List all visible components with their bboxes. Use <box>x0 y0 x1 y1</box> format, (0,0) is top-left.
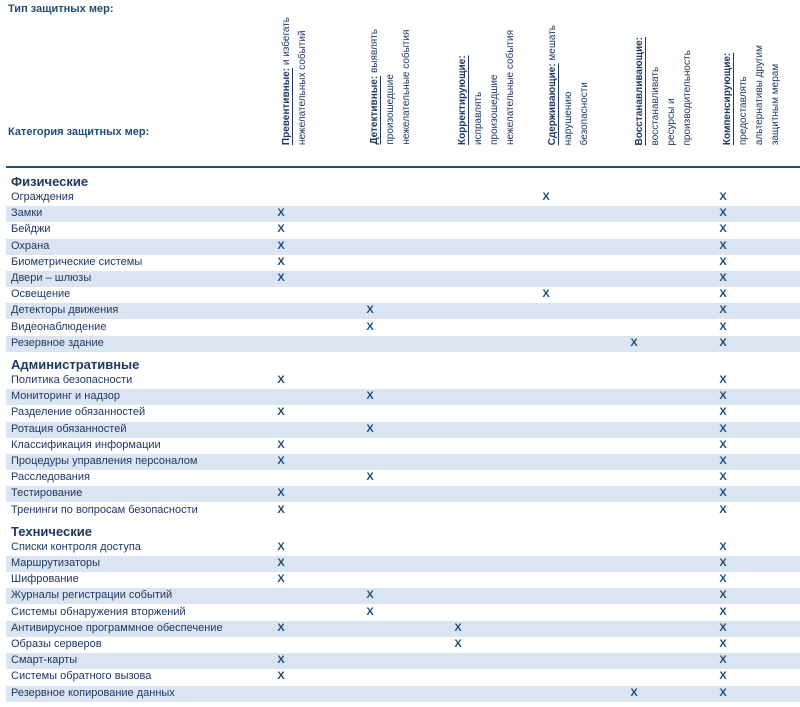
mark-compensating: X <box>719 455 727 467</box>
mark-compensating: X <box>719 573 727 586</box>
mark-deterrent: X <box>542 288 550 301</box>
mark-preventive: X <box>277 272 285 284</box>
row-label: Классификация информации <box>11 438 161 451</box>
column-header-line: безопасности <box>579 81 590 145</box>
mark-preventive: X <box>277 557 285 569</box>
column-header-line: нежелательные события <box>505 29 516 145</box>
mark-compensating: X <box>719 487 727 500</box>
mark-deterrent: X <box>542 191 550 203</box>
column-header-line: восстанавливать <box>650 66 661 145</box>
section-header <box>6 355 800 373</box>
mark-compensating: X <box>719 471 727 484</box>
row-label: Образы серверов <box>11 638 102 650</box>
table-row <box>6 255 800 271</box>
table-row <box>6 271 800 287</box>
row-label: Тренинги по вопросам безопасности <box>11 503 198 516</box>
mark-preventive: X <box>277 239 285 252</box>
row-label: Двери – шлюзы <box>11 272 92 284</box>
mark-compensating: X <box>719 223 727 236</box>
table-row <box>6 637 800 653</box>
table-row <box>6 373 800 389</box>
table-row <box>6 572 800 588</box>
mark-preventive: X <box>277 406 285 419</box>
column-header-line: нежелательные события <box>401 29 412 145</box>
mark-compensating: X <box>719 207 727 220</box>
column-header-line: ресурсы и <box>666 97 677 145</box>
row-label: Освещение <box>11 288 71 301</box>
row-label: Мониторинг и надзор <box>11 390 121 403</box>
mark-preventive: X <box>277 670 285 683</box>
column-header-line: исправлять <box>473 91 484 145</box>
mark-compensating: X <box>719 320 727 333</box>
section-header <box>6 522 800 540</box>
table-row <box>6 222 800 238</box>
column-header-line: Компенсирующие: <box>722 52 733 145</box>
mark-compensating: X <box>719 422 727 435</box>
header-divider <box>6 166 800 168</box>
row-label: Антивирусное программное обеспечение <box>11 621 223 634</box>
table-row <box>6 320 800 336</box>
column-header-line: нежелательных событий <box>297 30 308 145</box>
row-label: Тестирование <box>11 487 83 500</box>
row-label: Видеонаблюдение <box>11 320 107 333</box>
section-header <box>6 172 800 190</box>
mark-compensating: X <box>719 621 727 634</box>
mark-compensating: X <box>719 304 727 317</box>
mark-compensating: X <box>719 540 727 553</box>
table-row <box>6 190 800 206</box>
mark-preventive: X <box>277 503 285 516</box>
mark-compensating: X <box>719 272 727 284</box>
section-title: Технические <box>11 523 92 539</box>
table-row <box>6 588 800 604</box>
row-label: Списки контроля доступа <box>11 540 141 553</box>
table-row <box>6 653 800 669</box>
mark-compensating: X <box>719 638 727 650</box>
column-header-line: производительность <box>682 49 693 145</box>
mark-preventive: X <box>277 223 285 236</box>
table-row <box>6 605 800 621</box>
column-header-line: нарушению <box>563 91 574 145</box>
table-row <box>6 422 800 438</box>
section-title: Административные <box>11 357 140 372</box>
mark-preventive: X <box>277 438 285 451</box>
table-row <box>6 470 800 486</box>
mark-compensating: X <box>719 589 727 602</box>
mark-preventive: X <box>277 487 285 500</box>
table-row <box>6 438 800 454</box>
row-label: Системы обнаружения вторжений <box>11 605 186 618</box>
row-label: Замки <box>11 207 43 220</box>
table-row <box>6 621 800 637</box>
mark-compensating: X <box>719 654 727 667</box>
row-label: Резервное здание <box>11 336 104 349</box>
row-label: Детекторы движения <box>11 304 119 317</box>
table-row <box>6 669 800 685</box>
table-row <box>6 686 800 702</box>
table-row <box>6 389 800 405</box>
mark-compensating: X <box>719 438 727 451</box>
row-label: Шифрование <box>11 573 79 586</box>
mark-preventive: X <box>277 455 285 467</box>
mark-compensating: X <box>719 390 727 403</box>
table-row <box>6 556 800 572</box>
mark-compensating: X <box>719 503 727 516</box>
category-label: Категория защитных мер: <box>8 126 150 138</box>
mark-preventive: X <box>277 573 285 586</box>
column-header-line: Восстанавливающие: <box>634 36 645 145</box>
section-title: Физические <box>11 174 89 189</box>
table-row <box>6 336 800 352</box>
mark-compensating: X <box>719 288 727 301</box>
mark-preventive: X <box>277 255 285 268</box>
mark-detective: X <box>366 471 374 484</box>
column-header-line: альтернативы другим <box>754 44 765 145</box>
mark-detective: X <box>366 422 374 435</box>
table-row <box>6 287 800 303</box>
mark-compensating: X <box>719 336 727 349</box>
table-row <box>6 239 800 255</box>
row-label: Ограждения <box>11 191 74 203</box>
table-row <box>6 540 800 556</box>
row-label: Маршрутизаторы <box>11 557 100 569</box>
column-header-line: защитным мерам <box>770 63 781 145</box>
row-label: Журналы регистрации событий <box>11 589 173 602</box>
table-row <box>6 206 800 222</box>
column-header-line: Превентивные: и избегать <box>281 16 292 145</box>
mark-preventive: X <box>277 374 285 386</box>
mark-detective: X <box>366 320 374 333</box>
row-label: Системы обратного вызова <box>11 670 152 683</box>
mark-compensating: X <box>719 605 727 618</box>
row-label: Охрана <box>11 239 50 252</box>
mark-compensating: X <box>719 670 727 683</box>
mark-compensating: X <box>719 686 727 699</box>
mark-compensating: X <box>719 239 727 252</box>
mark-detective: X <box>366 304 374 317</box>
column-header-line: произошедшие <box>385 74 396 145</box>
table-row <box>6 303 800 319</box>
column-header-line: произошедшие <box>489 74 500 145</box>
mark-preventive: X <box>277 621 285 634</box>
row-label: Расследования <box>11 471 90 484</box>
row-label: Биометрические системы <box>11 255 143 268</box>
row-label: Смарт-карты <box>11 654 78 667</box>
mark-compensating: X <box>719 191 727 203</box>
row-label: Ротация обязанностей <box>11 422 127 435</box>
mark-recovery: X <box>630 686 638 699</box>
mark-corrective: X <box>454 638 462 650</box>
table-row <box>6 486 800 502</box>
column-header-line: предоставлять <box>738 76 749 145</box>
column-header-line: Корректирующие: <box>457 55 468 145</box>
row-label: Бейджи <box>11 223 51 236</box>
mark-compensating: X <box>719 255 727 268</box>
mark-corrective: X <box>454 621 462 634</box>
mark-detective: X <box>366 589 374 602</box>
mark-detective: X <box>366 390 374 403</box>
table-row <box>6 503 800 519</box>
table-row <box>6 454 800 470</box>
column-header-line: Сдерживающие: мешать <box>547 24 558 145</box>
mark-recovery: X <box>630 336 638 349</box>
mark-preventive: X <box>277 540 285 553</box>
table-row <box>6 405 800 421</box>
row-label: Разделение обязанностей <box>11 406 146 419</box>
row-label: Резервное копирование данных <box>11 686 175 699</box>
mark-preventive: X <box>277 654 285 667</box>
type-label: Тип защитных мер: <box>8 3 114 15</box>
mark-preventive: X <box>277 207 285 220</box>
mark-compensating: X <box>719 374 727 386</box>
mark-compensating: X <box>719 557 727 569</box>
mark-compensating: X <box>719 406 727 419</box>
row-label: Процедуры управления персоналом <box>11 455 198 467</box>
column-header-line: Детективные: выявлять <box>369 29 380 145</box>
row-label: Политика безопасности <box>11 374 133 386</box>
mark-detective: X <box>366 605 374 618</box>
